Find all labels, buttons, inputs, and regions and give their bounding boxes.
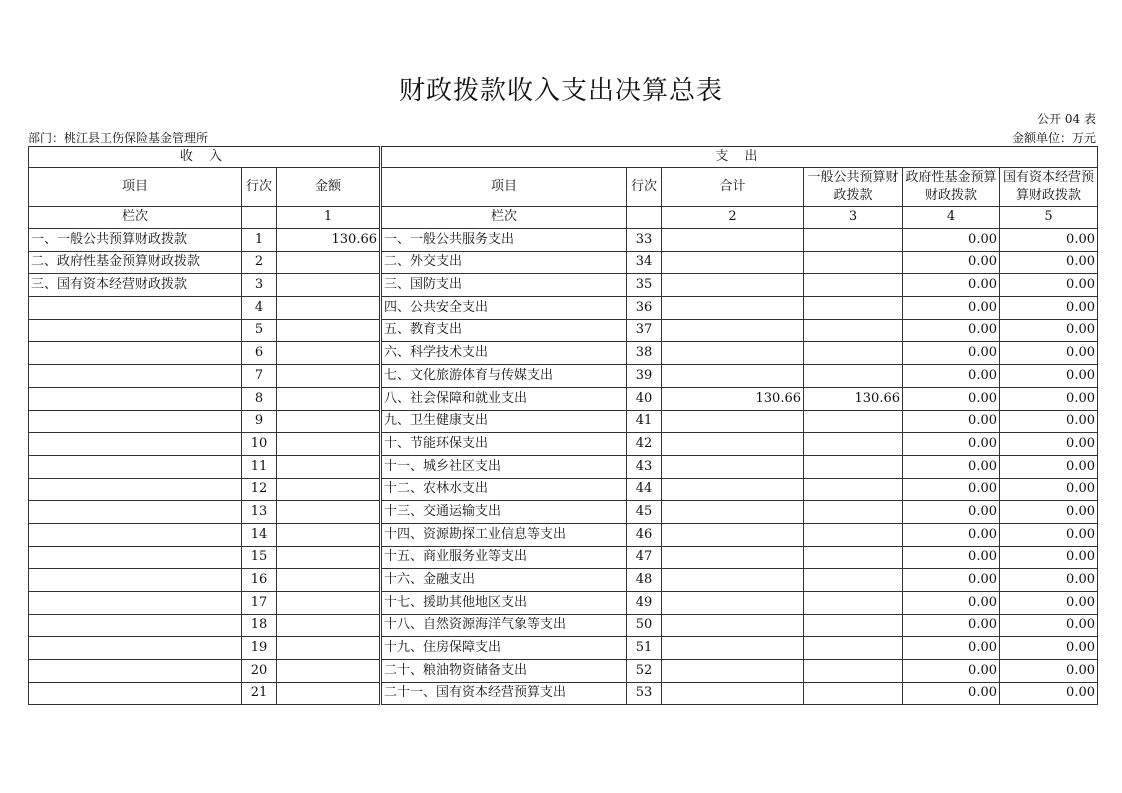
total-header: 合计 bbox=[662, 168, 804, 207]
expense-row-no-cell: 47 bbox=[627, 546, 662, 569]
total-cell bbox=[662, 637, 804, 660]
income-item-cell bbox=[29, 342, 242, 365]
income-amount-cell bbox=[277, 523, 381, 546]
expense-row-no-cell: 43 bbox=[627, 455, 662, 478]
expense-row-no-cell: 39 bbox=[627, 365, 662, 388]
income-row-no-cell: 1 bbox=[242, 229, 277, 252]
income-amount-cell bbox=[277, 433, 381, 456]
total-cell bbox=[662, 251, 804, 274]
amount-unit-label: 金额单位：万元 bbox=[1011, 131, 1096, 145]
general-budget-cell bbox=[804, 478, 903, 501]
income-amount-cell bbox=[277, 569, 381, 592]
income-item-header: 项目 bbox=[29, 168, 242, 207]
state-capital-cell: 0.00 bbox=[1000, 319, 1098, 342]
income-row-no-cell: 16 bbox=[242, 569, 277, 592]
state-capital-cell: 0.00 bbox=[1000, 569, 1098, 592]
state-capital-cell: 0.00 bbox=[1000, 614, 1098, 637]
general-budget-cell bbox=[804, 319, 903, 342]
gov-fund-cell: 0.00 bbox=[903, 682, 1000, 705]
income-amount-cell bbox=[277, 614, 381, 637]
income-amount-cell bbox=[277, 251, 381, 274]
budget-summary-table bbox=[28, 146, 1098, 705]
income-amount-cell bbox=[277, 501, 381, 524]
income-amount-cell bbox=[277, 455, 381, 478]
state-capital-cell: 0.00 bbox=[1000, 433, 1098, 456]
expense-item-cell: 十二、农林水支出 bbox=[381, 478, 627, 501]
income-amount-cell bbox=[277, 637, 381, 660]
income-amount-cell bbox=[277, 319, 381, 342]
total-cell bbox=[662, 478, 804, 501]
state-capital-cell: 0.00 bbox=[1000, 342, 1098, 365]
total-cell bbox=[662, 569, 804, 592]
gov-fund-cell: 0.00 bbox=[903, 229, 1000, 252]
state-capital-header: 国有资本经营预算财政拨款 bbox=[1000, 168, 1098, 207]
state-capital-cell: 0.00 bbox=[1000, 682, 1098, 705]
general-budget-cell bbox=[804, 455, 903, 478]
state-capital-cell: 0.00 bbox=[1000, 660, 1098, 683]
expense-item-cell: 十七、援助其他地区支出 bbox=[381, 592, 627, 615]
table-row bbox=[29, 433, 1098, 456]
general-budget-cell bbox=[804, 546, 903, 569]
gov-fund-cell: 0.00 bbox=[903, 387, 1000, 410]
total-cell bbox=[662, 229, 804, 252]
table-row bbox=[29, 592, 1098, 615]
income-item-cell bbox=[29, 478, 242, 501]
table-row bbox=[29, 342, 1098, 365]
table-row bbox=[29, 478, 1098, 501]
income-item-cell bbox=[29, 523, 242, 546]
income-item-cell bbox=[29, 637, 242, 660]
table-row bbox=[29, 410, 1098, 433]
income-row-no-cell: 8 bbox=[242, 387, 277, 410]
income-amount-cell bbox=[277, 478, 381, 501]
expense-row-no-cell: 50 bbox=[627, 614, 662, 637]
income-item-cell bbox=[29, 365, 242, 388]
total-cell bbox=[662, 523, 804, 546]
expense-item-cell: 十九、住房保障支出 bbox=[381, 637, 627, 660]
table-row bbox=[29, 660, 1098, 683]
income-item-cell bbox=[29, 433, 242, 456]
income-item-cell bbox=[29, 614, 242, 637]
general-budget-cell bbox=[804, 251, 903, 274]
expense-item-cell: 二、外交支出 bbox=[381, 251, 627, 274]
general-budget-cell bbox=[804, 365, 903, 388]
total-cell bbox=[662, 546, 804, 569]
gov-fund-cell: 0.00 bbox=[903, 319, 1000, 342]
income-row-no-cell: 20 bbox=[242, 660, 277, 683]
state-capital-cell: 0.00 bbox=[1000, 410, 1098, 433]
income-row-no-cell: 9 bbox=[242, 410, 277, 433]
table-row bbox=[29, 455, 1098, 478]
income-row-no-cell: 13 bbox=[242, 501, 277, 524]
state-capital-cell: 0.00 bbox=[1000, 523, 1098, 546]
expense-row-no-cell: 44 bbox=[627, 478, 662, 501]
general-budget-cell bbox=[804, 637, 903, 660]
table-row bbox=[29, 523, 1098, 546]
general-budget-cell bbox=[804, 342, 903, 365]
general-budget-cell bbox=[804, 614, 903, 637]
income-amount-cell bbox=[277, 387, 381, 410]
income-amount-cell bbox=[277, 297, 381, 320]
income-item-cell bbox=[29, 455, 242, 478]
income-item-cell bbox=[29, 546, 242, 569]
income-amount-cell bbox=[277, 342, 381, 365]
income-amount-cell bbox=[277, 410, 381, 433]
general-budget-cell bbox=[804, 433, 903, 456]
general-budget-cell bbox=[804, 523, 903, 546]
total-cell bbox=[662, 297, 804, 320]
general-budget-cell bbox=[804, 410, 903, 433]
income-row-no-cell: 12 bbox=[242, 478, 277, 501]
expense-item-cell: 五、教育支出 bbox=[381, 319, 627, 342]
expense-item-cell: 三、国防支出 bbox=[381, 274, 627, 297]
income-row-no-cell: 6 bbox=[242, 342, 277, 365]
general-budget-cell bbox=[804, 660, 903, 683]
department-label: 部门：桃江县工伤保险基金管理所 bbox=[28, 131, 209, 145]
income-row-no-cell: 3 bbox=[242, 274, 277, 297]
income-row-no-cell: 10 bbox=[242, 433, 277, 456]
expense-item-cell: 二十一、国有资本经营预算支出 bbox=[381, 682, 627, 705]
income-row-no-cell: 11 bbox=[242, 455, 277, 478]
income-row-no-header: 行次 bbox=[242, 168, 277, 207]
income-row-no-cell: 21 bbox=[242, 682, 277, 705]
gov-fund-cell: 0.00 bbox=[903, 660, 1000, 683]
state-capital-cell: 0.00 bbox=[1000, 592, 1098, 615]
expense-item-cell: 八、社会保障和就业支出 bbox=[381, 387, 627, 410]
total-cell bbox=[662, 455, 804, 478]
state-capital-cell: 0.00 bbox=[1000, 274, 1098, 297]
income-amount-cell: 130.66 bbox=[277, 229, 381, 252]
general-budget-cell bbox=[804, 297, 903, 320]
income-amount-cell bbox=[277, 365, 381, 388]
expense-row-no-cell: 36 bbox=[627, 297, 662, 320]
table-row bbox=[29, 274, 1098, 297]
expense-item-cell: 十一、城乡社区支出 bbox=[381, 455, 627, 478]
gov-fund-cell: 0.00 bbox=[903, 501, 1000, 524]
expense-index-label: 栏次 bbox=[381, 207, 627, 229]
table-row bbox=[29, 682, 1098, 705]
total-cell bbox=[662, 433, 804, 456]
table-row bbox=[29, 365, 1098, 388]
expense-row-no-cell: 46 bbox=[627, 523, 662, 546]
state-capital-cell: 0.00 bbox=[1000, 251, 1098, 274]
total-cell bbox=[662, 410, 804, 433]
gov-fund-cell: 0.00 bbox=[903, 342, 1000, 365]
income-row-no-cell: 18 bbox=[242, 614, 277, 637]
gov-fund-cell: 0.00 bbox=[903, 478, 1000, 501]
gov-fund-cell: 0.00 bbox=[903, 569, 1000, 592]
table-row bbox=[29, 569, 1098, 592]
expense-row-no-cell: 51 bbox=[627, 637, 662, 660]
state-capital-cell: 0.00 bbox=[1000, 229, 1098, 252]
gov-fund-cell: 0.00 bbox=[903, 365, 1000, 388]
table-row bbox=[29, 251, 1098, 274]
income-amount-header: 金额 bbox=[277, 168, 381, 207]
income-item-cell: 一、一般公共预算财政拨款 bbox=[29, 229, 242, 252]
income-item-cell bbox=[29, 592, 242, 615]
income-index-empty bbox=[242, 207, 277, 229]
gov-fund-cell: 0.00 bbox=[903, 433, 1000, 456]
expense-row-no-cell: 49 bbox=[627, 592, 662, 615]
gov-fund-cell: 0.00 bbox=[903, 614, 1000, 637]
table-row bbox=[29, 319, 1098, 342]
general-budget-cell bbox=[804, 229, 903, 252]
gov-fund-cell: 0.00 bbox=[903, 637, 1000, 660]
gov-fund-cell: 0.00 bbox=[903, 455, 1000, 478]
income-item-cell bbox=[29, 297, 242, 320]
form-code: 公开 04 表 bbox=[1037, 112, 1096, 126]
income-index-label: 栏次 bbox=[29, 207, 242, 229]
gov-fund-index: 4 bbox=[903, 207, 1000, 229]
general-budget-cell bbox=[804, 592, 903, 615]
table-row bbox=[29, 501, 1098, 524]
total-cell bbox=[662, 682, 804, 705]
expense-row-no-cell: 38 bbox=[627, 342, 662, 365]
state-capital-cell: 0.00 bbox=[1000, 455, 1098, 478]
general-budget-index: 3 bbox=[804, 207, 903, 229]
income-amount-cell bbox=[277, 660, 381, 683]
income-row-no-cell: 7 bbox=[242, 365, 277, 388]
expense-row-no-cell: 53 bbox=[627, 682, 662, 705]
expense-item-header: 项目 bbox=[381, 168, 627, 207]
total-index: 2 bbox=[662, 207, 804, 229]
income-item-cell bbox=[29, 682, 242, 705]
gov-fund-cell: 0.00 bbox=[903, 410, 1000, 433]
total-cell bbox=[662, 614, 804, 637]
income-item-cell bbox=[29, 660, 242, 683]
expense-row-no-cell: 41 bbox=[627, 410, 662, 433]
table-row bbox=[29, 229, 1098, 252]
gov-fund-cell: 0.00 bbox=[903, 297, 1000, 320]
gov-fund-cell: 0.00 bbox=[903, 251, 1000, 274]
total-cell bbox=[662, 660, 804, 683]
general-budget-cell: 130.66 bbox=[804, 387, 903, 410]
total-cell bbox=[662, 342, 804, 365]
expense-row-no-header: 行次 bbox=[627, 168, 662, 207]
expense-index-empty bbox=[627, 207, 662, 229]
general-budget-cell bbox=[804, 569, 903, 592]
expense-row-no-cell: 48 bbox=[627, 569, 662, 592]
state-capital-cell: 0.00 bbox=[1000, 501, 1098, 524]
income-item-cell bbox=[29, 319, 242, 342]
income-row-no-cell: 5 bbox=[242, 319, 277, 342]
table-row bbox=[29, 546, 1098, 569]
state-capital-index: 5 bbox=[1000, 207, 1098, 229]
expense-item-cell: 十四、资源勘探工业信息等支出 bbox=[381, 523, 627, 546]
income-section-header: 收 入 bbox=[29, 147, 381, 168]
total-cell bbox=[662, 274, 804, 297]
income-row-no-cell: 19 bbox=[242, 637, 277, 660]
total-cell bbox=[662, 592, 804, 615]
total-cell bbox=[662, 365, 804, 388]
expense-item-cell: 四、公共安全支出 bbox=[381, 297, 627, 320]
expense-item-cell: 十、节能环保支出 bbox=[381, 433, 627, 456]
expense-item-cell: 七、文化旅游体育与传媒支出 bbox=[381, 365, 627, 388]
income-row-no-cell: 14 bbox=[242, 523, 277, 546]
gov-fund-cell: 0.00 bbox=[903, 546, 1000, 569]
expense-row-no-cell: 37 bbox=[627, 319, 662, 342]
gov-fund-cell: 0.00 bbox=[903, 523, 1000, 546]
income-item-cell bbox=[29, 501, 242, 524]
table-row bbox=[29, 614, 1098, 637]
income-amount-cell bbox=[277, 546, 381, 569]
income-item-cell bbox=[29, 410, 242, 433]
income-item-cell bbox=[29, 569, 242, 592]
expense-item-cell: 九、卫生健康支出 bbox=[381, 410, 627, 433]
gov-fund-header: 政府性基金预算财政拨款 bbox=[903, 168, 1000, 207]
table-row bbox=[29, 387, 1098, 410]
income-row-no-cell: 15 bbox=[242, 546, 277, 569]
state-capital-cell: 0.00 bbox=[1000, 478, 1098, 501]
income-item-cell bbox=[29, 387, 242, 410]
income-amount-cell bbox=[277, 682, 381, 705]
expense-row-no-cell: 33 bbox=[627, 229, 662, 252]
state-capital-cell: 0.00 bbox=[1000, 637, 1098, 660]
state-capital-cell: 0.00 bbox=[1000, 365, 1098, 388]
expense-row-no-cell: 45 bbox=[627, 501, 662, 524]
table-row bbox=[29, 637, 1098, 660]
income-amount-index: 1 bbox=[277, 207, 381, 229]
expense-item-cell: 十五、商业服务业等支出 bbox=[381, 546, 627, 569]
state-capital-cell: 0.00 bbox=[1000, 546, 1098, 569]
expense-item-cell: 十八、自然资源海洋气象等支出 bbox=[381, 614, 627, 637]
income-row-no-cell: 4 bbox=[242, 297, 277, 320]
general-budget-cell bbox=[804, 682, 903, 705]
state-capital-cell: 0.00 bbox=[1000, 387, 1098, 410]
expense-item-cell: 十六、金融支出 bbox=[381, 569, 627, 592]
page-title: 财政拨款收入支出决算总表 bbox=[398, 76, 723, 106]
table-row bbox=[29, 297, 1098, 320]
expense-row-no-cell: 42 bbox=[627, 433, 662, 456]
general-budget-header: 一般公共预算财政拨款 bbox=[804, 168, 903, 207]
income-amount-cell bbox=[277, 274, 381, 297]
total-cell: 130.66 bbox=[662, 387, 804, 410]
expense-item-cell: 二十、粮油物资储备支出 bbox=[381, 660, 627, 683]
general-budget-cell bbox=[804, 274, 903, 297]
expense-row-no-cell: 35 bbox=[627, 274, 662, 297]
income-row-no-cell: 17 bbox=[242, 592, 277, 615]
total-cell bbox=[662, 319, 804, 342]
gov-fund-cell: 0.00 bbox=[903, 274, 1000, 297]
gov-fund-cell: 0.00 bbox=[903, 592, 1000, 615]
expense-item-cell: 六、科学技术支出 bbox=[381, 342, 627, 365]
expense-item-cell: 一、一般公共服务支出 bbox=[381, 229, 627, 252]
income-amount-cell bbox=[277, 592, 381, 615]
state-capital-cell: 0.00 bbox=[1000, 297, 1098, 320]
income-row-no-cell: 2 bbox=[242, 251, 277, 274]
income-item-cell: 二、政府性基金预算财政拨款 bbox=[29, 251, 242, 274]
expense-item-cell: 十三、交通运输支出 bbox=[381, 501, 627, 524]
expense-row-no-cell: 34 bbox=[627, 251, 662, 274]
expense-section-header: 支 出 bbox=[381, 147, 1098, 168]
general-budget-cell bbox=[804, 501, 903, 524]
total-cell bbox=[662, 501, 804, 524]
income-item-cell: 三、国有资本经营财政拨款 bbox=[29, 274, 242, 297]
expense-row-no-cell: 52 bbox=[627, 660, 662, 683]
expense-row-no-cell: 40 bbox=[627, 387, 662, 410]
